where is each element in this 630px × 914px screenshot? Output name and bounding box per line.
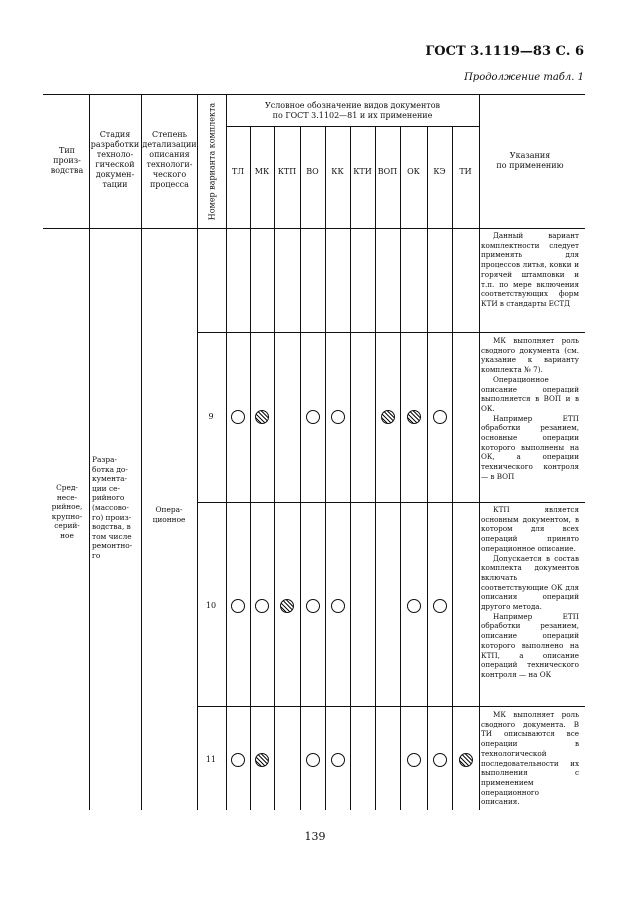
doc-code-header: ВОП [377,167,398,176]
doc-col-border [350,126,351,810]
row-divider [197,706,585,707]
doc-col-border [274,126,275,810]
docs-group-divider [226,126,479,127]
open-circle-mark [231,599,245,613]
row-notes [481,231,579,309]
header-bottom-border [43,228,585,229]
hatched-circle-mark [459,753,473,767]
open-circle-mark [231,410,245,424]
doc-col-border [400,126,401,810]
body-type: Сред- несе- рийное, крупно- серий- ное [51,483,83,540]
doc-col-border [452,126,453,810]
open-circle-mark [433,753,447,767]
variant-number: 9 [208,412,214,421]
doc-code-header: КК [331,167,344,176]
doc-code-header: ОК [407,167,420,176]
body-detail: Опера- ционное [152,505,186,524]
doc-col-border [300,126,301,810]
body-stage: Разра- ботка до- кумента- ции се- рийного (массово- го) произ- водства, в том числе ремонтно- го [92,455,133,560]
doc-code-header: КТП [277,167,297,176]
doc-code-header: ВО [306,167,319,176]
row-notes [481,710,579,807]
open-circle-mark [306,599,320,613]
doc-col-border [325,126,326,810]
note-paragraph: Например ЕТП обработки резанием, основные операции которого выполнены на ОК, а операции технического контроля — в ВОП [481,413,579,481]
open-circle-mark [306,410,320,424]
col-border-3 [197,94,198,810]
note-paragraph: КТП является основным документом, в котором для всех операций принято операционное описание. [481,505,579,553]
open-circle-mark [407,599,421,613]
page-number: 139 [304,830,326,843]
row-notes [481,505,579,680]
note-paragraph: Операционное описание операций выполняется в ВОП и в ОК. [481,374,579,413]
page-header: ГОСТ 3.1119—83 С. 6 [425,44,584,59]
hatched-circle-mark [255,410,269,424]
col-header-docs: Условное обозначение видов документов по ГОСТ 3.1102—81 и их применение [264,101,441,120]
doc-col-border [375,126,376,810]
table-top-border [43,94,585,95]
open-circle-mark [231,753,245,767]
col-header-stage: Стадия разработки техноло- гической докумен- тации [90,130,140,189]
open-circle-mark [331,410,345,424]
row-divider [197,502,585,503]
row-notes [481,336,579,482]
open-circle-mark [433,410,447,424]
open-circle-mark [306,753,320,767]
variant-number: 11 [205,755,217,764]
col-header-variant: Номер варианта комплекта [207,102,217,221]
doc-code-header: МК [254,167,270,176]
col-border-4 [226,94,227,810]
doc-code-header: ТИ [459,167,472,176]
col-header-notes: Указания по применению [496,151,564,170]
open-circle-mark [255,599,269,613]
note-paragraph: Данный вариант комплектности следует применять для процессов литья, ковки и горячей штамповки и т.п. по мере включения соответствующих форм КТИ в стандарты ЕСТД [481,231,579,308]
hatched-circle-mark [407,410,421,424]
hatched-circle-mark [381,410,395,424]
open-circle-mark [331,599,345,613]
col-border-1 [89,94,90,810]
col-border-notes [479,94,480,810]
variant-number: 10 [205,601,217,610]
doc-col-border [250,126,251,810]
note-paragraph: Допускается в состав комплекта документов включать соответствующие ОК для описания операций другого метода. [481,553,579,612]
doc-code-header: КЭ [433,167,446,176]
note-paragraph: МК выполняет роль сводного документа (см. указание к варианту комплекта № 7). [481,336,579,375]
doc-code-header: КТИ [353,167,372,176]
open-circle-mark [433,599,447,613]
col-header-detail: Степень детализации описания технологи- ческого процесса [142,130,197,189]
hatched-circle-mark [280,599,294,613]
open-circle-mark [407,753,421,767]
hatched-circle-mark [255,753,269,767]
col-border-2 [141,94,142,810]
note-paragraph: МК выполняет роль сводного документа. В ТИ описываются все операции в технологической последовательности их выполнения с применением операционного описания. [481,710,579,807]
doc-code-header: ТЛ [231,167,244,176]
table-continuation-label: Продолжение табл. 1 [464,72,584,83]
col-header-type: Тип произ- водства [50,146,84,175]
doc-col-border [427,126,428,810]
open-circle-mark [331,753,345,767]
row-divider [197,332,585,333]
note-paragraph: Например ЕТП обработки резанием, описание операций которого выполнено на КТП, а описание операций технического контроля — на ОК [481,611,579,679]
